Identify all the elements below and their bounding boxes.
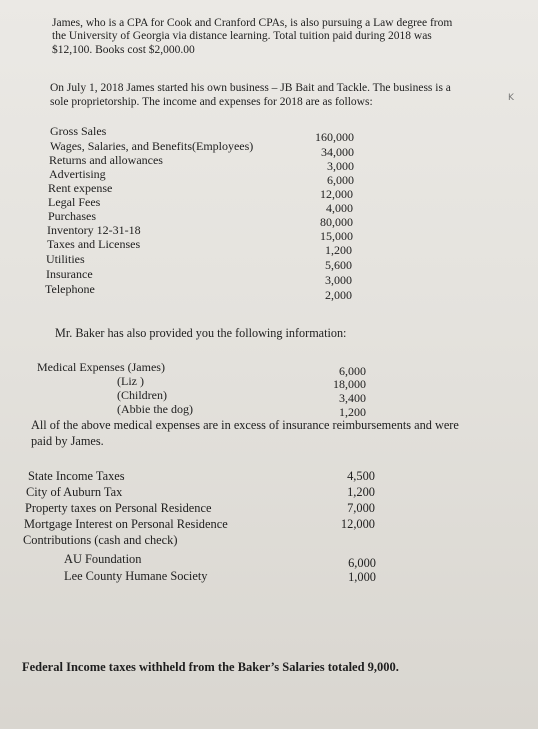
business-item-label: Advertising: [49, 167, 106, 181]
contribution-item-value: 6,000: [348, 556, 376, 570]
business-item-label: Inventory 12-31-18: [47, 223, 141, 237]
business-item-label: Telephone: [45, 282, 95, 296]
contribution-item-value: 1,000: [348, 570, 376, 584]
business-item-value: 160,000: [315, 130, 354, 144]
business-item-value: 1,200: [325, 243, 352, 257]
business-item-label: Rent expense: [48, 181, 113, 195]
business-item-value: 34,000: [321, 145, 354, 159]
medical-item-label: (Abbie the dog): [117, 402, 193, 416]
contributions-label: Contributions (cash and check): [23, 533, 178, 547]
withheld-statement: Federal Income taxes withheld from the Baker’s Salaries totaled 9,000.: [22, 660, 399, 674]
business-item-label: Legal Fees: [48, 195, 101, 209]
business-item-value: 5,600: [325, 258, 352, 272]
tax-item-label: Property taxes on Personal Residence: [25, 501, 212, 515]
business-item-label: Returns and allowances: [49, 153, 163, 167]
medical-value: 6,000: [339, 364, 366, 378]
business-item-value: 12,000: [320, 187, 353, 201]
business-item-value: 4,000: [326, 201, 353, 215]
business-item-value: 3,000: [327, 159, 354, 173]
business-item-label: Utilities: [46, 252, 85, 266]
baker-intro: Mr. Baker has also provided you the following information:: [55, 326, 347, 340]
margin-mark: K: [508, 93, 514, 103]
medical-value: 3,400: [339, 391, 366, 405]
medical-item-label: (Liz ): [117, 374, 144, 388]
medical-note-line-2: paid by James.: [31, 434, 104, 448]
medical-value: 1,200: [339, 405, 366, 419]
business-item-value: 15,000: [320, 229, 353, 243]
intro-line-3: $12,100. Books cost $2,000.00: [52, 44, 195, 56]
business-item-label: Wages, Salaries, and Benefits(Employees): [50, 139, 254, 153]
intro-line-1: James, who is a CPA for Cook and Cranford CPAs, is also pursuing a Law degree from: [52, 17, 453, 29]
business-line-2: sole proprietorship. The income and expenses for 2018 are as follows:: [50, 96, 373, 108]
business-item-value: 80,000: [320, 215, 353, 229]
contribution-item-label: AU Foundation: [64, 552, 142, 566]
medical-expenses-label: Medical Expenses (James): [37, 360, 165, 374]
business-item-label: Purchases: [48, 209, 96, 223]
business-item-value: 3,000: [325, 273, 352, 287]
business-item-value: 2,000: [325, 288, 352, 302]
tax-item-value: 4,500: [347, 469, 375, 483]
tax-item-value: 1,200: [347, 485, 375, 499]
business-item-label: Gross Sales: [50, 124, 107, 138]
tax-item-label: Mortgage Interest on Personal Residence: [24, 517, 228, 531]
medical-item-label: (Children): [117, 388, 167, 402]
medical-value: 18,000: [333, 377, 366, 391]
medical-note-line-1: All of the above medical expenses are in excess of insurance reimbursements and were: [31, 418, 459, 432]
tax-item-value: 7,000: [347, 501, 375, 515]
business-item-value: 6,000: [327, 173, 354, 187]
tax-item-label: City of Auburn Tax: [26, 485, 123, 499]
business-line-1: On July 1, 2018 James started his own business – JB Bait and Tackle. The business is a: [50, 82, 451, 94]
intro-line-2: the University of Georgia via distance learning. Total tuition paid during 2018 was: [52, 30, 432, 42]
tax-item-label: State Income Taxes: [28, 469, 125, 483]
business-item-label: Taxes and Licenses: [47, 237, 141, 251]
business-item-label: Insurance: [46, 267, 93, 281]
contribution-item-label: Lee County Humane Society: [64, 569, 208, 583]
tax-item-value: 12,000: [340, 517, 375, 531]
